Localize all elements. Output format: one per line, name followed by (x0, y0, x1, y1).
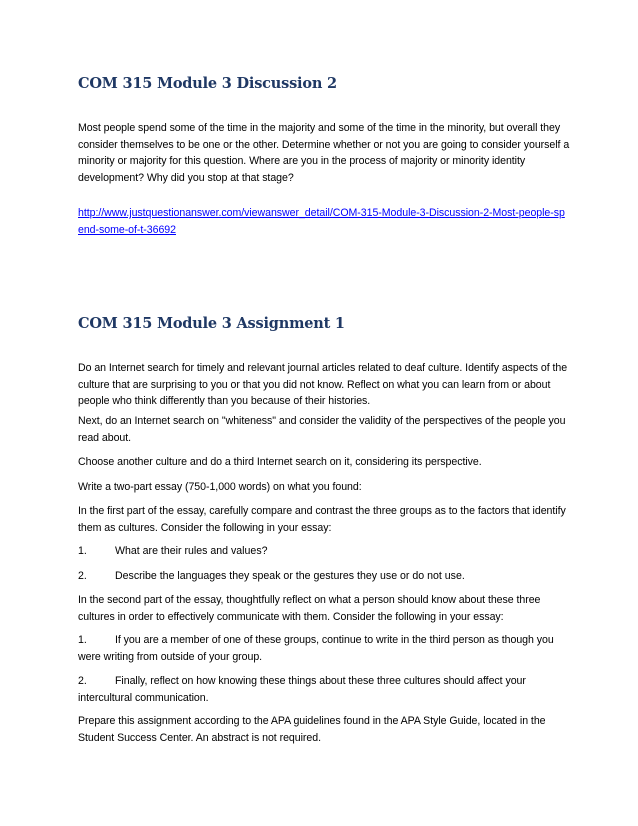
list-item-number: 2. (78, 570, 87, 582)
list-item-number: 1. (78, 545, 87, 557)
assignment-paragraph-6: In the second part of the essay, thoughtfully reflect on what a person should know about these three cultures in order to effectively communicate with them. Consider the following in your essay: (78, 594, 541, 623)
list-item-number: 2. (78, 675, 87, 687)
list-item (78, 673, 570, 706)
list-item (78, 632, 570, 665)
assignment-paragraph-7: Prepare this assignment according to the APA guidelines found in the APA Style Guide, located in the Student Success Center. An abstract is not required. (78, 715, 546, 744)
assignment-paragraph-5: In the first part of the essay, carefully compare and contrast the three groups as to the factors that identify them as cultures. Consider the following in your essay: (78, 505, 566, 534)
section-heading-discussion: COM 315 Module 3 Discussion 2 (78, 75, 337, 92)
list-item-number: 1. (78, 634, 87, 646)
assignment-paragraph-2: Next, do an Internet search on "whiteness" and consider the validity of the perspectives of the people you read about. (78, 415, 566, 444)
list-item-text: Finally, reflect on how knowing these things about these three cultures should affect your intercultural communication. (78, 675, 526, 704)
list-item (78, 568, 570, 585)
list-item-text: What are their rules and values? (115, 545, 268, 557)
list-item-text: If you are a member of one of these groups, continue to write in the third person as though you were writing from outside of your group. (78, 634, 554, 663)
section-heading-assignment: COM 315 Module 3 Assignment 1 (78, 315, 345, 332)
list-item (78, 543, 570, 560)
discussion-link-paragraph (78, 205, 570, 238)
assignment-paragraph-3: Choose another culture and do a third Internet search on it, considering its perspective. (78, 456, 482, 468)
discussion-prompt: Most people spend some of the time in the majority and some of the time in the minority, but overall they consider themselves to be one or the other. Determine whether or not you are going to consider yourself a minority or majority for this question. Where are you in the process of majority or minority identity development? Why did you stop at that stage? (78, 122, 570, 184)
discussion-answer-link[interactable]: http://www.justquestionanswer.com/viewanswer_detail/COM-315-Module-3-Discussion-2-Most-people-spend-some-of-t-36692 (78, 207, 565, 236)
list-item-text: Describe the languages they speak or the gestures they use or do not use. (115, 570, 465, 582)
assignment-paragraph-1: Do an Internet search for timely and relevant journal articles related to deaf culture. Identify aspects of the culture that are surprising to you or that you did not know. Reflect on what you can learn from or about people who think differently than you because of their histories. (78, 362, 568, 407)
assignment-paragraph-4: Write a two-part essay (750-1,000 words) on what you found: (78, 481, 362, 493)
